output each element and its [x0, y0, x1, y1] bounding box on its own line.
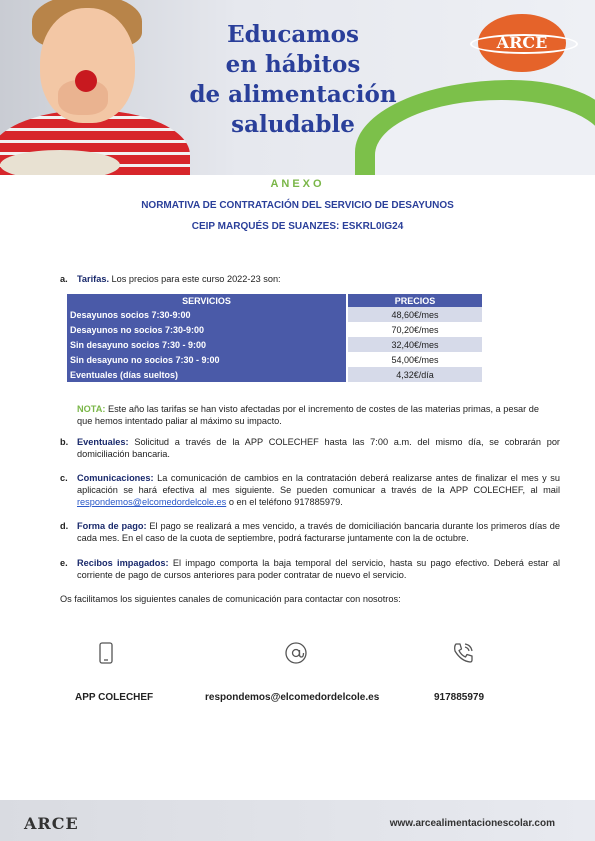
footer-brand: ARCE — [24, 814, 79, 833]
footer — [0, 800, 595, 841]
table-header-services: SERVICIOS — [67, 294, 347, 307]
banner-title: Educamos en hábitos de alimentación saludable — [189, 21, 397, 138]
document-title: NORMATIVA DE CONTRATACIÓN DEL SERVICIO DE DESAYUNOS — [141, 200, 454, 211]
email-link[interactable]: respondemos@elcomedordelcole.es — [77, 497, 227, 507]
arce-logo: ARCE — [470, 14, 574, 72]
child-photo — [0, 0, 190, 175]
header-banner — [0, 0, 595, 175]
channel-app: APP COLECHEF — [75, 692, 154, 703]
table-row: Sin desayuno no socios 7:30 - 9:00 54,00€/mes — [67, 352, 482, 367]
section-tarifas: a. Tarifas. Los precios para este curso 2022-23 son: — [60, 274, 281, 284]
mobile-phone-icon — [94, 641, 118, 665]
at-sign-icon — [284, 641, 308, 665]
table-row: Desayunos socios 7:30-9:00 48,60€/mes — [67, 307, 482, 322]
table-row: Sin desayuno socios 7:30 - 9:00 32,40€/mes — [67, 337, 482, 352]
table-header-prices: PRECIOS — [347, 294, 482, 307]
price-table — [67, 294, 482, 382]
section-eventuales: b. Eventuales: Solicitud a través de la APP COLECHEF hasta las 7:00 a.m. del mismo día, se cobrarán por domiciliación bancaria. — [60, 437, 560, 459]
section-recibos: e. Recibos impagados: El impago comporta la baja temporal del servicio, hasta su pago efectivo. Deberá estar al corriente de pago de cursos anteriores para poder contratar de nuevo el servicio. — [60, 558, 560, 580]
footer-website[interactable]: www.arcealimentacionescolar.com — [389, 818, 555, 829]
channel-phone[interactable]: 917885979 — [434, 692, 485, 703]
school-code: CEIP MARQUÉS DE SUANZES: ESKRL0IG24 — [191, 221, 404, 232]
section-forma-pago: d. Forma de pago: El pago se realizará a mes vencido, a través de domiciliación bancaria durante los primeros días de cada mes. En el caso de la cuota de septiembre, podrá facturarse juntamente con la de octubre. — [60, 521, 560, 543]
channel-email[interactable]: respondemos@elcomedordelcole.es — [205, 692, 380, 703]
table-row: Desayunos no socios 7:30-9:00 70,20€/mes — [67, 322, 482, 337]
anexo-heading: ANEXO — [270, 178, 325, 190]
channels-intro: Os facilitamos los siguientes canales de comunicación para contactar con nosotros: — [60, 594, 401, 604]
price-note: NOTA: Este año las tarifas se han visto afectadas por el incremento de costes de las materias primas, a pesar de que hemos intentado paliar al máximo su impacto. — [77, 404, 539, 426]
section-comunicaciones: c. Comunicaciones: La comunicación de cambios en la contratación deberá realizarse antes de finalizar el mes y su aplicación se hará efectiva al mes siguiente. Se pueden comunicar a través de la APP COLECHEF, al mail respondemos@elcomedordelcole.es o en el teléfono 917885979. — [60, 473, 560, 507]
table-row: Eventuales (días sueltos) 4,32€/día — [67, 367, 482, 382]
phone-call-icon — [451, 641, 475, 665]
